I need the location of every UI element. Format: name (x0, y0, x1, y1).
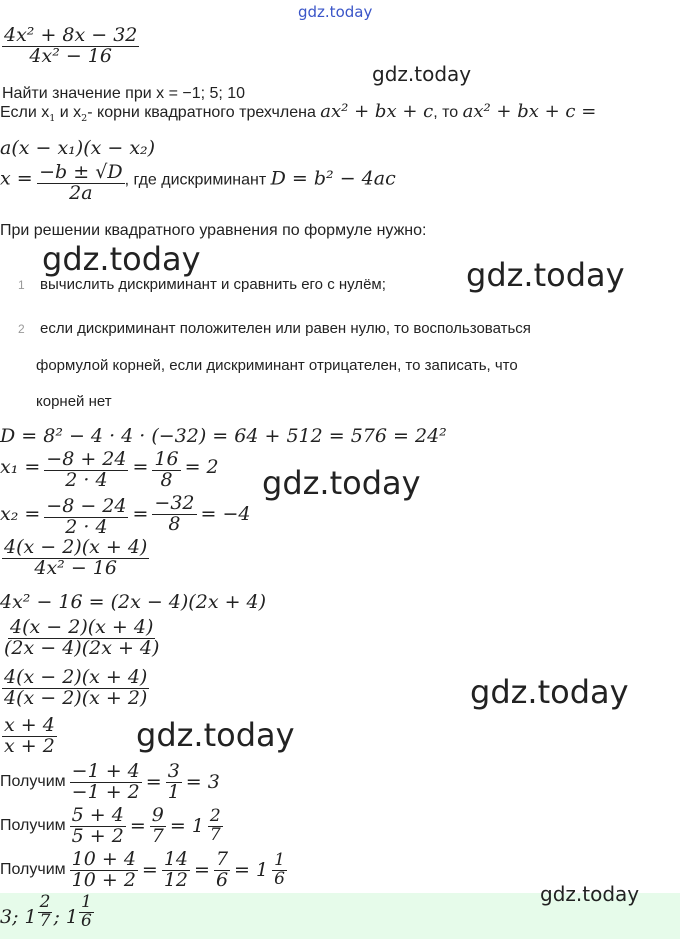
watermark-top: gdz.today (298, 3, 373, 21)
problem-numerator: 4x² + 8x − 32 (4, 24, 138, 46)
discriminant-calc: D = 8² − 4 · 4 · (−32) = 64 + 512 = 576 = 24² (0, 425, 447, 447)
result-3-whole: = 1 (234, 859, 269, 882)
expression-3-den: 4(x − 2)(x + 2) (4, 686, 148, 709)
x1-result: = 2 (184, 456, 219, 479)
watermark-6: gdz.today (136, 716, 295, 754)
x1-label: x₁ = (0, 456, 41, 479)
step-1 (18, 276, 386, 293)
theory-expr2: ax² + bx + c = (462, 101, 597, 122)
result-2-num3: 2 (209, 806, 221, 827)
theory-line1: Если $x_1$ и $x_2-$ корни квадратного трехчлена ax² + bx + c, то ax² + bx + c = (0, 101, 597, 125)
expression-2 (2, 618, 161, 659)
result-1-den: −1 + 2 (71, 780, 140, 803)
expression-1 (2, 538, 149, 579)
result-3-den2: 12 (163, 868, 189, 891)
result-3: Получим $\frac{10 + 4}{10 + 2}$ = $\frac{14}{12}$ = $\frac{7}{6}$ = 1 $\frac{1}{6}$ (0, 848, 285, 891)
x1-num2: 16 (154, 448, 179, 470)
answer-sep: ; 1 (53, 906, 78, 928)
step-2-cont1: формулой корней, если дискриминант отрицателен, то записать, что (36, 357, 518, 374)
result-3-den3: 6 (215, 868, 229, 891)
root-formula-fraction (37, 161, 124, 204)
root-x2 (0, 492, 251, 538)
x1-eq: = (132, 456, 149, 479)
x1-num: −8 + 24 (46, 448, 127, 470)
result-2-den3: 7 (209, 824, 221, 845)
theory-where: , где дискриминант (124, 171, 271, 189)
watermark-1: gdz.today (372, 62, 472, 86)
x2-den: 2 · 4 (65, 515, 108, 538)
root-formula-den: 2a (69, 181, 93, 204)
result-1-den2: 1 (167, 780, 180, 803)
result-2-den: 5 + 2 (71, 824, 124, 847)
result-3-num: 10 + 4 (71, 848, 136, 870)
x2-result: = −4 (200, 503, 251, 526)
result-2: Получим $\frac{5 + 4}{5 + 2}$ = $\frac{9}{7}$ = 1 $\frac{2}{7}$ (0, 804, 221, 847)
result-3-den: 10 + 2 (71, 868, 136, 891)
theory-text-b: и x (55, 104, 82, 121)
result-1: Получим $\frac{-1 + 4}{-1 + 2}$ = $\frac{3}{1}$ = 3 (0, 760, 220, 803)
expression-3-num: 4(x − 2)(x + 4) (4, 666, 148, 688)
step-1-text: вычислить дискриминант и сравнить его с нулём; (40, 276, 386, 293)
watermark-2: gdz.today (42, 240, 201, 278)
answer (0, 894, 94, 939)
result-1-num2: 3 (167, 760, 180, 782)
result-3-den4: 6 (274, 868, 285, 889)
problem-cut-line: Найти значение при x = −1; 5; 10 (2, 85, 246, 102)
answer-frac2-den: 6 (80, 910, 92, 931)
expression-4-den: x + 2 (4, 734, 55, 757)
expression-3 (2, 668, 149, 709)
step-2-cont2: корней нет (36, 393, 112, 410)
result-2-label: Получим (0, 817, 66, 835)
result-2-num2: 9 (151, 804, 164, 826)
result-2-num: 5 + 4 (71, 804, 124, 826)
answer-part1: 3; 1 (0, 906, 37, 928)
expression-1-num: 4(x − 2)(x + 4) (4, 536, 148, 558)
step-2-text: если дискриминант положителен или равен нулю, то воспользоваться (40, 320, 531, 337)
x1-den2: 8 (160, 468, 173, 491)
theory-expr1: ax² + bx + c (320, 101, 434, 122)
watermark-5: gdz.today (470, 673, 629, 711)
expression-2-num: 4(x − 2)(x + 4) (10, 616, 154, 638)
result-3-num2: 14 (163, 848, 189, 870)
result-2-whole: = 1 (169, 815, 204, 838)
expression-1-den: 4x² − 16 (34, 556, 117, 579)
watermark-3: gdz.today (466, 256, 625, 294)
problem-fraction (2, 26, 139, 67)
theory-text-d: , то (433, 104, 463, 121)
step-1-number: 1 (18, 278, 25, 292)
expression-4-num: x + 4 (4, 714, 55, 736)
theory-text-c: - корни квадратного трехчлена (87, 104, 321, 121)
answer-frac1-den: 7 (39, 910, 51, 931)
result-2-den2: 7 (151, 824, 164, 847)
result-1-value: = 3 (185, 771, 220, 794)
step-2-number: 2 (18, 322, 25, 336)
result-1-label: Получим (0, 773, 66, 791)
x2-num: −8 − 24 (46, 494, 127, 517)
x2-label: x₂ = (0, 503, 41, 526)
answer-frac2-num: 1 (80, 892, 92, 912)
step-2 (18, 320, 531, 337)
answer-frac1-num: 2 (39, 892, 51, 912)
theory-text-a: Если x (0, 104, 50, 121)
x2-num2: −32 (154, 492, 195, 514)
theory-x-eq: x = (0, 167, 33, 190)
result-3-label: Получим (0, 861, 66, 879)
theory-intro: При решении квадратного уравнения по формуле нужно: (0, 222, 427, 239)
root-x1 (0, 448, 219, 491)
x2-den2: 8 (168, 512, 181, 535)
watermark-7: gdz.today (540, 882, 640, 906)
discriminant-formula: D = b² − 4ac (270, 167, 396, 190)
watermark-4: gdz.today (262, 464, 421, 502)
result-1-num: −1 + 4 (71, 760, 140, 782)
x1-den: 2 · 4 (65, 468, 108, 491)
problem-denominator: 4x² − 16 (29, 44, 112, 67)
x2-eq: = (132, 503, 149, 526)
factorization: 4x² − 16 = (2x − 4)(2x + 4) (0, 591, 267, 613)
result-3-num4: 1 (274, 850, 285, 871)
root-formula-num: −b ± √D (39, 161, 123, 183)
result-3-num3: 7 (215, 848, 229, 870)
theory-line3 (0, 161, 396, 204)
expression-4 (2, 716, 57, 757)
expression-2-den: (2x − 4)(2x + 4) (4, 636, 160, 659)
theory-line2: a(x − x₁)(x − x₂) (0, 137, 156, 159)
